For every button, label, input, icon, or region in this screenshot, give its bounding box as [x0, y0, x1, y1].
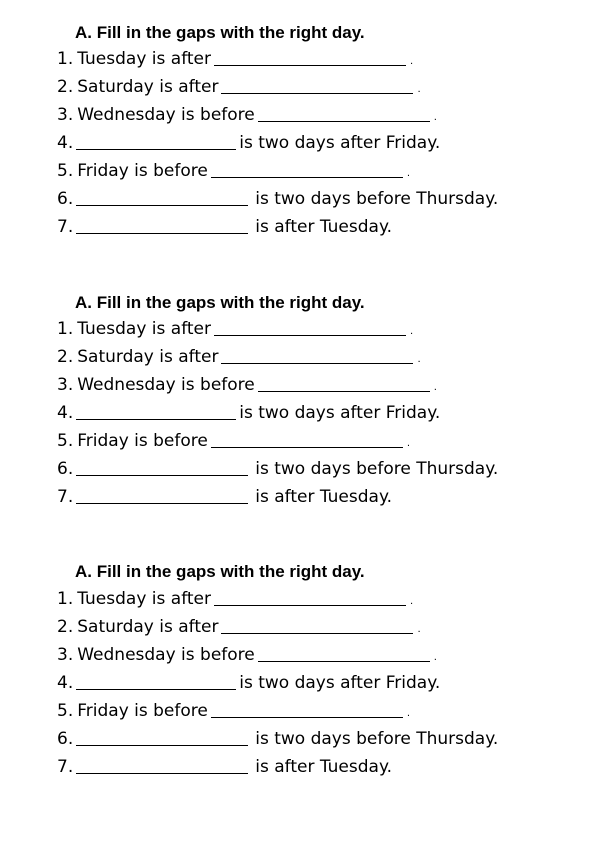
question-6 — [57, 458, 498, 480]
worksheet-title: A. Fill in the gaps with the right day. — [75, 562, 365, 581]
question-number: 3. — [57, 375, 74, 395]
question-text: Friday is before — [77, 161, 208, 181]
question-text-after: . — [406, 438, 411, 449]
question-text: Wednesday is before — [77, 105, 255, 125]
question-number: 5. — [57, 701, 74, 721]
question-text-after: . — [433, 112, 437, 123]
question-number: 4. — [57, 673, 74, 693]
question-1 — [57, 48, 413, 73]
question-number: 6. — [57, 189, 74, 209]
question-3 — [57, 104, 437, 129]
question-3 — [57, 644, 437, 669]
question-number: 2. — [57, 347, 74, 367]
question-text-after: . — [406, 708, 411, 719]
question-7 — [57, 216, 392, 238]
question-text: Saturday is after — [77, 617, 219, 637]
worksheet-title: A. Fill in the gaps with the right day. — [75, 293, 365, 312]
question-number: 4. — [57, 403, 74, 423]
question-number: 2. — [57, 77, 74, 97]
question-4 — [57, 132, 440, 154]
question-text-after: is two days before Thursday. — [255, 729, 499, 749]
answer-blank[interactable] — [76, 489, 248, 504]
question-text-after: . — [410, 56, 414, 67]
question-number: 7. — [57, 487, 74, 507]
question-number: 7. — [57, 757, 74, 777]
question-5 — [57, 700, 410, 725]
question-number: 4. — [57, 133, 74, 153]
answer-blank[interactable] — [214, 51, 406, 66]
question-2 — [57, 346, 421, 371]
question-text: Wednesday is before — [77, 375, 255, 395]
question-number: 6. — [57, 459, 74, 479]
answer-blank[interactable] — [258, 107, 430, 122]
question-text-after: . — [433, 652, 437, 663]
answer-blank[interactable] — [76, 191, 248, 206]
question-1 — [57, 588, 413, 613]
question-number: 2. — [57, 617, 74, 637]
answer-blank[interactable] — [76, 731, 248, 746]
answer-blank[interactable] — [221, 619, 413, 634]
question-text-after: . — [417, 354, 421, 365]
question-text-after: . — [417, 624, 421, 635]
question-number: 5. — [57, 431, 74, 451]
answer-blank[interactable] — [211, 703, 403, 718]
question-number: 1. — [57, 49, 74, 69]
answer-blank[interactable] — [76, 219, 248, 234]
question-5 — [57, 160, 410, 185]
question-text-after: is after Tuesday. — [255, 217, 392, 237]
question-2 — [57, 616, 421, 641]
question-4 — [57, 402, 440, 424]
answer-blank[interactable] — [214, 591, 406, 606]
question-7 — [57, 486, 392, 508]
answer-blank[interactable] — [76, 461, 248, 476]
question-7 — [57, 756, 392, 778]
question-text-after: . — [433, 382, 437, 393]
question-text-after: is after Tuesday. — [255, 757, 392, 777]
question-number: 5. — [57, 161, 74, 181]
question-text: Tuesday is after — [77, 589, 212, 609]
answer-blank[interactable] — [211, 163, 403, 178]
question-2 — [57, 76, 421, 101]
question-text: Saturday is after — [77, 347, 219, 367]
answer-blank[interactable] — [258, 377, 430, 392]
question-text: Wednesday is before — [77, 645, 255, 665]
question-1 — [57, 318, 413, 343]
answer-blank[interactable] — [76, 135, 236, 150]
answer-blank[interactable] — [214, 321, 406, 336]
question-5 — [57, 430, 410, 455]
question-text: Tuesday is after — [77, 319, 212, 339]
worksheet-title: A. Fill in the gaps with the right day. — [75, 23, 365, 42]
question-text: Tuesday is after — [77, 49, 212, 69]
question-number: 1. — [57, 589, 74, 609]
question-text-after: is after Tuesday. — [255, 487, 392, 507]
question-text-after: . — [417, 84, 421, 95]
answer-blank[interactable] — [76, 405, 236, 420]
answer-blank[interactable] — [258, 647, 430, 662]
question-text: Friday is before — [77, 431, 208, 451]
answer-blank[interactable] — [76, 759, 248, 774]
answer-blank[interactable] — [211, 433, 403, 448]
answer-blank[interactable] — [221, 349, 413, 364]
question-number: 1. — [57, 319, 74, 339]
question-text: Saturday is after — [77, 77, 219, 97]
question-text-after: . — [410, 596, 414, 607]
question-text-after: . — [406, 168, 411, 179]
question-6 — [57, 728, 498, 750]
question-text-after: is two days before Thursday. — [255, 459, 499, 479]
answer-blank[interactable] — [221, 79, 413, 94]
question-3 — [57, 374, 437, 399]
question-text-after: is two days after Friday. — [239, 673, 441, 693]
question-number: 3. — [57, 105, 74, 125]
question-4 — [57, 672, 440, 694]
question-text-after: . — [410, 326, 414, 337]
question-number: 3. — [57, 645, 74, 665]
question-number: 6. — [57, 729, 74, 749]
question-6 — [57, 188, 498, 210]
question-text-after: is two days after Friday. — [239, 133, 441, 153]
question-text-after: is two days after Friday. — [239, 403, 441, 423]
answer-blank[interactable] — [76, 675, 236, 690]
question-text-after: is two days before Thursday. — [255, 189, 499, 209]
question-text: Friday is before — [77, 701, 208, 721]
question-number: 7. — [57, 217, 74, 237]
